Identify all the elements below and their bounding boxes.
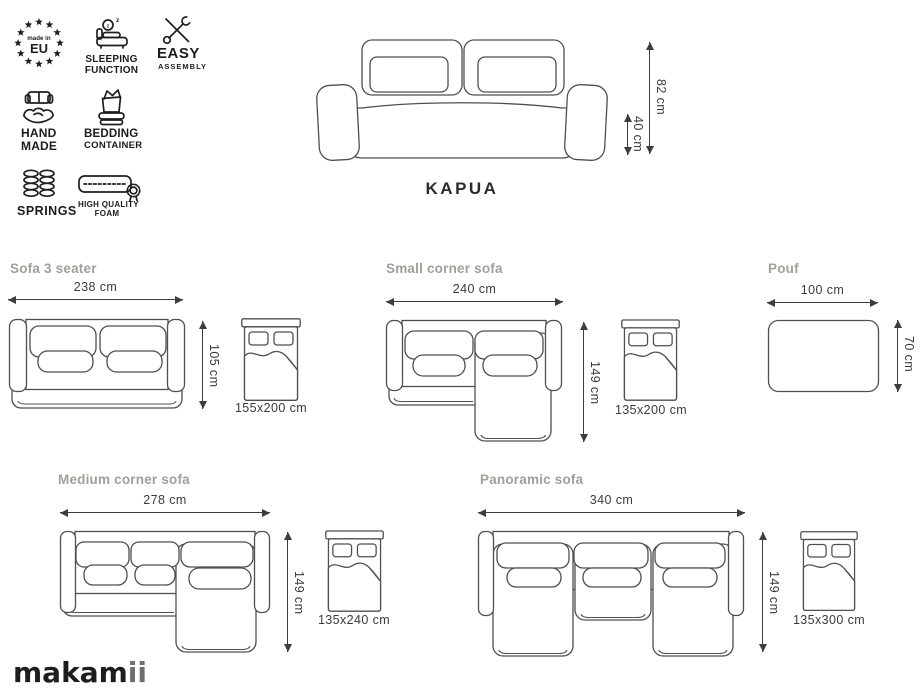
width-arrow-pouf (767, 302, 878, 303)
section-title-small-corner: Small corner sofa (386, 261, 503, 276)
hand-holding-sofa-icon (20, 90, 58, 126)
section-title-medium-corner: Medium corner sofa (58, 472, 190, 487)
seat-height-arrow (627, 114, 628, 155)
depth-label-sofa3: 105 cm (207, 344, 221, 388)
svg-text:z: z (106, 23, 110, 30)
brand-logo-main: makam (13, 656, 128, 689)
feature-label-assembly: ASSEMBLY (158, 62, 207, 71)
label-line: MADE (21, 139, 58, 154)
brand-logo-accent: ii (127, 656, 147, 689)
small-corner-top-view-drawing (385, 319, 563, 443)
brand-logo (13, 656, 147, 689)
width-label-medium-corner: 278 cm (143, 493, 187, 507)
mattress-size-medium-corner: 135x240 cm (317, 613, 391, 627)
width-label-panoramic: 340 cm (589, 493, 634, 507)
overall-height-arrow (649, 42, 650, 154)
product-name: KAPUA (425, 179, 499, 198)
depth-label-medium-corner: 149 cm (292, 571, 306, 615)
sofa-front-view-drawing (312, 30, 612, 165)
crossed-tools-icon (158, 14, 194, 48)
coil-springs-icon (22, 168, 56, 202)
seat-height-label: 40 cm (631, 116, 645, 153)
mattress-size-small-corner: 135x200 cm (614, 403, 688, 417)
depth-arrow-small-corner (583, 322, 584, 442)
section-title-sofa3: Sofa 3 seater (10, 261, 97, 276)
feature-label-bedding: BEDDING (84, 128, 139, 140)
panoramic-top-view-drawing (477, 530, 745, 658)
mattress-icon-sofa3 (240, 318, 302, 402)
label-line: HIGH QUALITY (78, 200, 139, 209)
bedding-box-icon (93, 87, 129, 127)
label-line: SLEEPING (85, 54, 138, 65)
eu-text: EU (29, 41, 49, 56)
label-line: HAND (21, 126, 57, 140)
svg-text:z: z (116, 17, 120, 24)
mattress-icon-panoramic (800, 531, 858, 612)
mattress-quality-badge-icon (78, 171, 142, 201)
pouf-top-view-drawing (767, 319, 880, 393)
label-line: FUNCTION (84, 65, 139, 77)
medium-corner-top-view-drawing (59, 530, 271, 654)
feature-label-foam (78, 200, 139, 219)
mattress-size-panoramic: 135x300 cm (792, 613, 866, 627)
depth-arrow-panoramic (762, 532, 763, 652)
label-line: FOAM (94, 208, 120, 218)
mattress-icon-medium-corner (325, 530, 384, 613)
mattress-size-sofa3: 155x200 cm (234, 401, 308, 415)
made-in-eu-icon (14, 17, 64, 69)
section-title-panoramic: Panoramic sofa (480, 472, 584, 487)
width-arrow-medium-corner (60, 512, 270, 513)
depth-label-panoramic: 149 cm (767, 571, 781, 615)
sofa3-top-view-drawing (8, 318, 186, 412)
depth-label-pouf: 70 cm (902, 336, 916, 373)
width-arrow-small-corner (386, 301, 563, 302)
depth-arrow-medium-corner (287, 532, 288, 652)
width-label-small-corner: 240 cm (452, 282, 497, 296)
depth-arrow-pouf (897, 320, 898, 392)
section-title-pouf: Pouf (768, 261, 799, 276)
depth-label-small-corner: 149 cm (588, 361, 602, 405)
width-arrow-panoramic (478, 512, 745, 513)
depth-arrow-sofa3 (202, 321, 203, 409)
feature-label-container: CONTAINER (84, 140, 143, 151)
feature-label-springs: SPRINGS (17, 204, 77, 218)
width-label-sofa3: 238 cm (73, 280, 118, 294)
width-arrow-sofa3 (8, 299, 183, 300)
made-in-text: made in (27, 35, 51, 42)
sleeping-person-icon (96, 15, 128, 49)
overall-height-label: 82 cm (654, 79, 668, 116)
feature-label-handmade (21, 127, 57, 154)
width-label-pouf: 100 cm (800, 283, 845, 297)
feature-label-easy: EASY (157, 45, 200, 62)
feature-label-sleeping (84, 54, 139, 76)
mattress-icon-small-corner (621, 319, 680, 402)
